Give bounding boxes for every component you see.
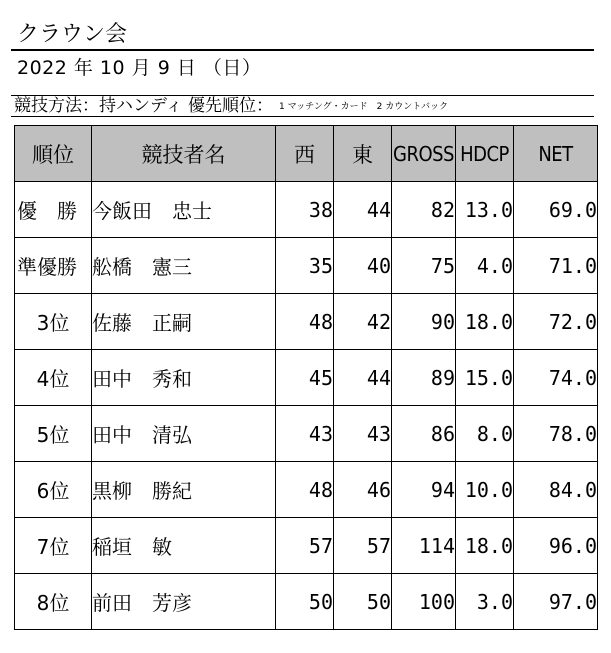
- net-cell: 69.0: [514, 182, 598, 238]
- net-cell: 96.0: [514, 518, 598, 574]
- club-title: クラウン会: [17, 22, 128, 47]
- net-cell: 97.0: [514, 574, 598, 630]
- gross-cell: 75: [392, 238, 456, 294]
- east-score-cell: 43: [334, 406, 392, 462]
- header-row: [15, 126, 598, 182]
- player-name-cell: 今飯田 忠士: [92, 182, 276, 238]
- rank-cell: 準優勝: [15, 238, 92, 294]
- rank-cell: 6位: [15, 462, 92, 518]
- method-text: 競技方法：持ハンディ 優先順位：: [14, 96, 274, 116]
- net-cell: 71.0: [514, 238, 598, 294]
- hdcp-cell: 10.0: [456, 462, 514, 518]
- table-row: [15, 574, 598, 630]
- gross-cell: 100: [392, 574, 456, 630]
- hdcp-cell: 15.0: [456, 350, 514, 406]
- col-header-hdcp: HDCP: [456, 126, 514, 182]
- hdcp-cell: 4.0: [456, 238, 514, 294]
- title-underline: [11, 49, 594, 51]
- table-row: [15, 518, 598, 574]
- hdcp-cell: 13.0: [456, 182, 514, 238]
- rank-cell: 5位: [15, 406, 92, 462]
- net-cell: 78.0: [514, 406, 598, 462]
- method-row: [11, 95, 594, 117]
- table-row: [15, 294, 598, 350]
- rank-cell: 7位: [15, 518, 92, 574]
- col-header-name: 競技者名: [92, 126, 276, 182]
- hdcp-cell: 8.0: [456, 406, 514, 462]
- hdcp-cell: 18.0: [456, 294, 514, 350]
- hdcp-cell: 18.0: [456, 518, 514, 574]
- col-header-west: 西: [276, 126, 334, 182]
- col-header-rank: 順位: [15, 126, 92, 182]
- west-score-cell: 45: [276, 350, 334, 406]
- west-score-cell: 43: [276, 406, 334, 462]
- west-score-cell: 48: [276, 462, 334, 518]
- rank-cell: 8位: [15, 574, 92, 630]
- rank-cell: 4位: [15, 350, 92, 406]
- table-row: [15, 182, 598, 238]
- col-header-net: NET: [514, 126, 598, 182]
- west-score-cell: 50: [276, 574, 334, 630]
- east-score-cell: 44: [334, 182, 392, 238]
- east-score-cell: 40: [334, 238, 392, 294]
- west-score-cell: 57: [276, 518, 334, 574]
- player-name-cell: 舩橋 憲三: [92, 238, 276, 294]
- west-score-cell: 35: [276, 238, 334, 294]
- east-score-cell: 42: [334, 294, 392, 350]
- rank-cell: 3位: [15, 294, 92, 350]
- table-row: [15, 238, 598, 294]
- east-score-cell: 57: [334, 518, 392, 574]
- player-name-cell: 佐藤 正嗣: [92, 294, 276, 350]
- gross-cell: 89: [392, 350, 456, 406]
- method-label: [14, 96, 448, 117]
- table-row: [15, 350, 598, 406]
- east-score-cell: 50: [334, 574, 392, 630]
- col-header-east: 東: [334, 126, 392, 182]
- east-score-cell: 46: [334, 462, 392, 518]
- col-header-gross: GROSS: [392, 126, 456, 182]
- gross-cell: 82: [392, 182, 456, 238]
- player-name-cell: 田中 清弘: [92, 406, 276, 462]
- west-score-cell: 38: [276, 182, 334, 238]
- net-cell: 84.0: [514, 462, 598, 518]
- gross-cell: 114: [392, 518, 456, 574]
- east-score-cell: 44: [334, 350, 392, 406]
- gross-cell: 86: [392, 406, 456, 462]
- hdcp-cell: 3.0: [456, 574, 514, 630]
- player-name-cell: 黒柳 勝紀: [92, 462, 276, 518]
- player-name-cell: 田中 秀和: [92, 350, 276, 406]
- gross-cell: 90: [392, 294, 456, 350]
- results-table: [14, 125, 598, 630]
- player-name-cell: 前田 芳彦: [92, 574, 276, 630]
- table-row: [15, 462, 598, 518]
- table-row: [15, 406, 598, 462]
- rank-cell: 優 勝: [15, 182, 92, 238]
- gross-cell: 94: [392, 462, 456, 518]
- event-date: 2022 年 10 月 9 日 （日）: [17, 57, 262, 79]
- priority-note: 1 マッチング・カード 2 カウントバック: [279, 102, 449, 112]
- net-cell: 72.0: [514, 294, 598, 350]
- west-score-cell: 48: [276, 294, 334, 350]
- net-cell: 74.0: [514, 350, 598, 406]
- player-name-cell: 稲垣 敏: [92, 518, 276, 574]
